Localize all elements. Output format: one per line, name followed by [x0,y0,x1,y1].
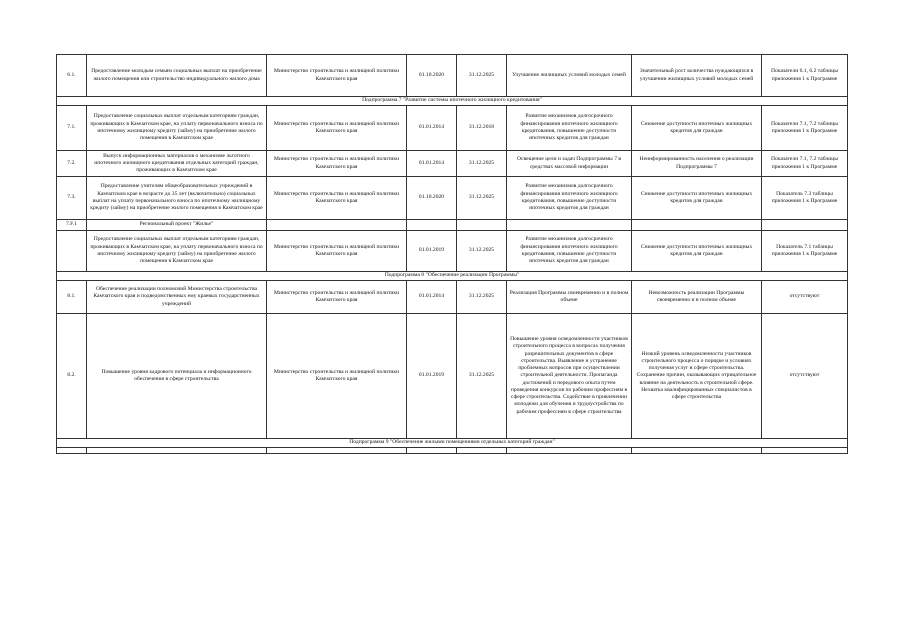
cell-link: Показатели 6.1, 6.2 таблицы приложения 1 к Программе [762,55,848,97]
table-row [57,448,848,454]
cell-end: 31.12.2025 [457,151,507,177]
cell-num: 7.2. [57,151,87,177]
subprogram-heading-row [57,97,848,106]
empty-cell [267,220,407,231]
cell-link: Показатель 7.1 таблицы приложения 1 к Программе [762,231,848,272]
empty-cell [407,220,457,231]
project-title: Региональный проект "Жилье" [87,220,267,231]
cell-result: Развитие механизмов долгосрочного финансирования ипотечного жилищного кредитования, повышение доступности ипотечных кредитов для граждан [507,106,632,151]
cell-result: Реализация Программы своевременно и в полном объеме [507,281,632,314]
cell-result: Повышение уровня осведомленности участников строительного процесса в вопросах получения разрешительных документов в сфере строительства. Выявление и устранение проблемных вопросов при осуществлении строительной деятельности. Пропаганда достижений и передового опыта путем проведения конкурсов по рабочим профессиям в сфере строительства. Содействие в привлечении молодежи для обучения и трудоустройства по рабочим профессиям в сфере строительства [507,314,632,439]
cell-end: 31.12.2025 [457,55,507,97]
table-row [57,314,848,439]
table-row [57,55,848,97]
subprogram-heading-row [57,439,848,448]
cell-link: Показатель 7.3 таблицы приложения 1 к Программе [762,177,848,220]
cell-exec [267,448,407,454]
table-row [57,106,848,151]
subprogram-title: Подпрограмма 9 "Обеспечение жилыми помещениями отдельных категорий граждан" [57,439,848,448]
project-number: 7.F.1 [57,220,87,231]
cell-link: Показатели 7.1, 7.2 таблицы приложения 1 к Программе [762,106,848,151]
subprogram-title: Подпрограмма 8 "Обеспечение реализации Программы" [57,272,848,281]
cell-num: 8.2. [57,314,87,439]
cell-link: отсутствуют [762,281,848,314]
cell-start: 01.10.2020 [407,55,457,97]
cell-end: 31.12.2025 [457,314,507,439]
cell-exec: Министерство строительства и жилищной политики Камчатского края [267,106,407,151]
cell-exec: Министерство строительства и жилищной политики Камчатского края [267,177,407,220]
cell-num [57,448,87,454]
subprogram-heading-row [57,272,848,281]
cell-num: 6.1. [57,55,87,97]
empty-cell [507,220,632,231]
cell-end: 31.12.2025 [457,281,507,314]
cell-start: 01.01.2014 [407,281,457,314]
cell-fail: Значительный рост количества нуждающихся в улучшении жилищных условий молодых семей [632,55,762,97]
cell-fail [632,448,762,454]
table-row [57,281,848,314]
cell-end: 31.12.2025 [457,231,507,272]
cell-result: Развитие механизмов долгосрочного финансирования ипотечного жилищного кредитования, повышение доступности ипотечных кредитов для граждан [507,231,632,272]
empty-cell [762,220,848,231]
cell-desc [87,448,267,454]
cell-start: 01.01.2014 [407,106,457,151]
cell-num: 8.1. [57,281,87,314]
program-activities-table [56,54,848,454]
cell-start: 01.01.2014 [407,151,457,177]
cell-desc: Повышение уровня кадрового потенциала и информационного обеспечения в сфере строительства [87,314,267,439]
cell-end [457,448,507,454]
table-row [57,151,848,177]
cell-result: Улучшение жилищных условий молодых семей [507,55,632,97]
empty-cell [457,220,507,231]
cell-fail: Снижение доступности ипотечных жилищных кредитов для граждан [632,106,762,151]
cell-desc: Предоставление социальных выплат отдельным категориям граждан, проживающих в Камчатском крае, на уплату первоначального взноса по ипотечному жилищному кредиту (займу) на приобретение жилого помещения в Камчатском крае [87,231,267,272]
cell-link: Показатели 7.1, 7.2 таблицы приложения 1 к Программе [762,151,848,177]
cell-fail: Низкий уровень осведомленности участников строительного процесса о порядке и условиях получения услуг в сфере строительства. Сохранение причин, оказывающих отрицательное влияние на деятельность в строительной сфере. Нехватка квалифицированных специалистов в сфере строительства [632,314,762,439]
cell-fail: Невозможность реализации Программы своевременно и в полном объеме [632,281,762,314]
table-row [57,177,848,220]
cell-start: 01.01.2019 [407,314,457,439]
cell-result [507,448,632,454]
subprogram-title: Подпрограмма 7 "Развитие системы ипотечного жилищного кредитования" [57,97,848,106]
cell-end: 31.12.2018 [457,106,507,151]
cell-start: 01.10.2020 [407,177,457,220]
cell-desc: Предоставление учителям общеобразовательных учреждений в Камчатском крае в возрасте до 35 лет (включительно) социальных выплат на уплату первоначального взноса по ипотечному жилищному кредиту (займу) на приобретение жилого помещения в Камчатском крае [87,177,267,220]
cell-desc: Предоставление молодым семьям социальных выплат на приобретение жилого помещения или строительство индивидуального жилого дома [87,55,267,97]
cell-desc: Обеспечение реализации полномочий Министерства строительства Камчатского края и подведомственных ему краевых государственных учреждений [87,281,267,314]
cell-start [407,448,457,454]
regional-project-row [57,220,848,231]
cell-end: 31.12.2025 [457,177,507,220]
cell-fail: Снижение доступности ипотечных жилищных кредитов для граждан [632,177,762,220]
cell-exec: Министерство строительства и жилищной политики Камчатского края [267,314,407,439]
cell-start: 01.01.2019 [407,231,457,272]
cell-exec: Министерство строительства и жилищной политики Камчатского края [267,55,407,97]
cell-link [762,448,848,454]
cell-fail: Снижение доступности ипотечных жилищных кредитов для граждан [632,231,762,272]
cell-num: 7.1. [57,106,87,151]
cell-exec: Министерство строительства и жилищной политики Камчатского края [267,281,407,314]
cell-desc: Выпуск информационных материалов о механизме льготного ипотечного жилищного кредитования отдельных категорий граждан, проживающих в Камчатском крае [87,151,267,177]
cell-num [57,231,87,272]
cell-result: Освещение цели и задач Подпрограммы 7 в средствах массовой информации [507,151,632,177]
table-row [57,231,848,272]
cell-link: отсутствуют [762,314,848,439]
cell-result: Развитие механизмов долгосрочного финансирования ипотечного жилищного кредитования, повышение доступности ипотечных кредитов для граждан [507,177,632,220]
cell-exec: Министерство строительства и жилищной политики Камчатского края [267,231,407,272]
cell-exec: Министерство строительства и жилищной политики Камчатского края [267,151,407,177]
cell-desc: Предоставление социальных выплат отдельным категориям граждан, проживающих в Камчатском крае, на уплату первоначального взноса по ипотечному жилищному кредиту (займу) на приобретение жилого помещения в Камчатском крае [87,106,267,151]
empty-cell [632,220,762,231]
cell-num: 7.3. [57,177,87,220]
cell-fail: Неинформированность населения о реализации Подпрограммы 7 [632,151,762,177]
